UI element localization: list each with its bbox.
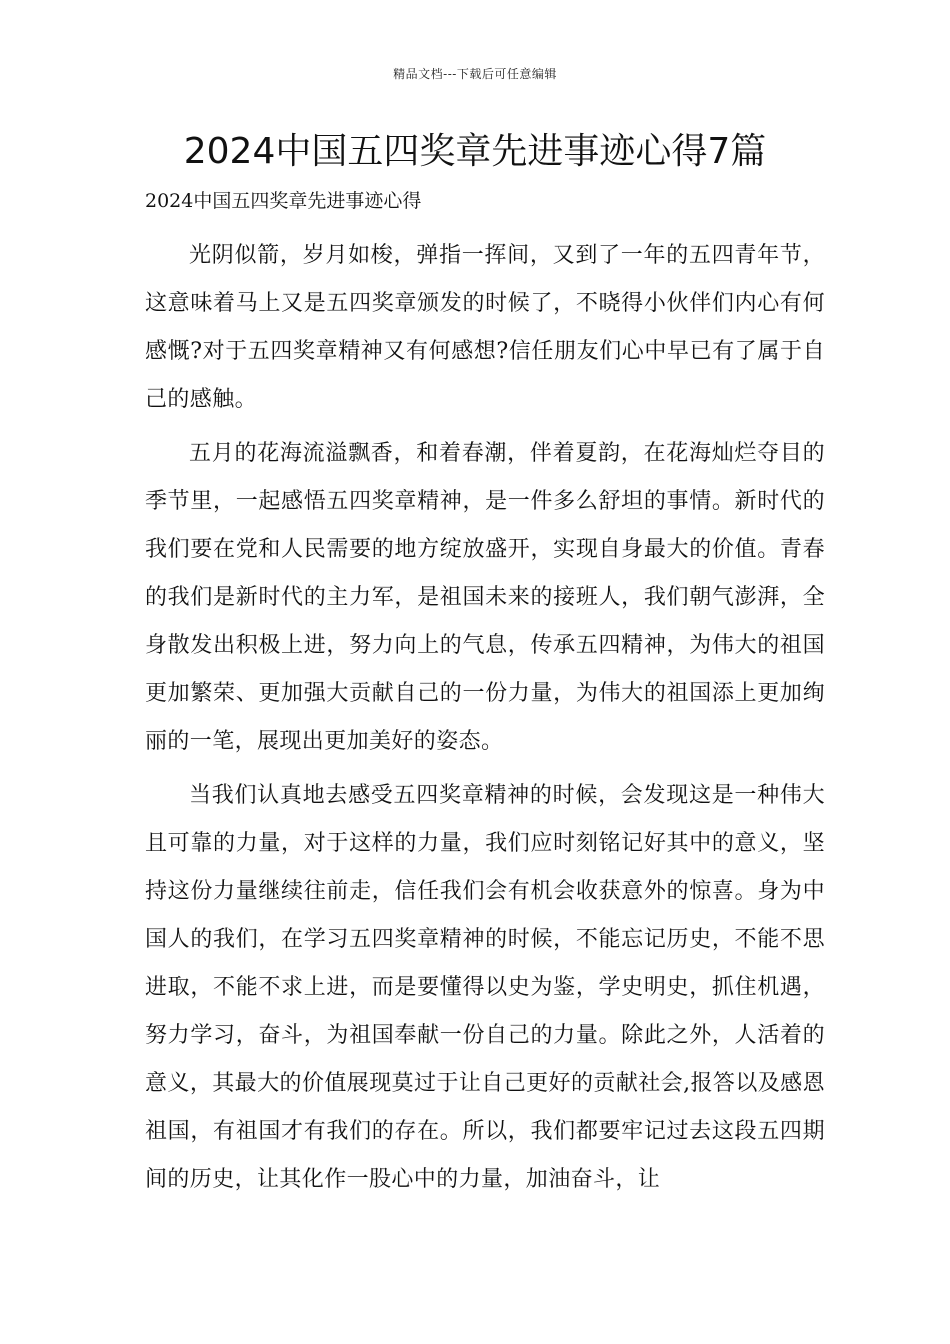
document-title: 2024中国五四奖章先进事迹心得7篇 (183, 131, 767, 172)
body-paragraph: 光阴似箭，岁月如梭，弹指一挥间，又到了一年的五四青年节，这意味着马上又是五四奖章颁发的时候了，不晓得小伙伴们内心有何感慨?对于五四奖章精神又有何感想?信任朋友们心中早已有了属于自己的感触。 (145, 243, 825, 412)
header-note: 精品文档---下载后可任意编辑 (393, 67, 557, 81)
document-body (145, 232, 825, 1208)
body-paragraph: 五月的花海流溢飘香，和着春潮，伴着夏韵，在花海灿烂夺目的季节里，一起感悟五四奖章精神，是一件多么舒坦的事情。新时代的我们要在党和人民需要的地方绽放盛开，实现自身最大的价值。青春的我们是新时代的主力军，是祖国未来的接班人，我们朝气澎湃，全身散发出积极上进，努力向上的气息，传承五四精神，为伟大的祖国更加繁荣、更加强大贡献自己的一份力量，为伟大的祖国添上更加绚丽的一笔，展现出更加美好的姿态。 (145, 441, 825, 754)
document-subtitle: 2024中国五四奖章先进事迹心得 (145, 190, 422, 212)
body-paragraph: 当我们认真地去感受五四奖章精神的时候，会发现这是一种伟大且可靠的力量，对于这样的力量，我们应时刻铭记好其中的意义，坚持这份力量继续往前走，信任我们会有机会收获意外的惊喜。身为中国人的我们，在学习五四奖章精神的时候，不能忘记历史，不能不思进取，不能不求上进，而是要懂得以史为鉴，学史明史，抓住机遇，努力学习，奋斗，为祖国奉献一份自己的力量。除此之外，人活着的意义，其最大的价值展现莫过于让自己更好的贡献社会,报答以及感恩祖国，有祖国才有我们的存在。所以，我们都要牢记过去这段五四期间的历史，让其化作一股心中的力量，加油奋斗，让 (145, 783, 825, 1192)
